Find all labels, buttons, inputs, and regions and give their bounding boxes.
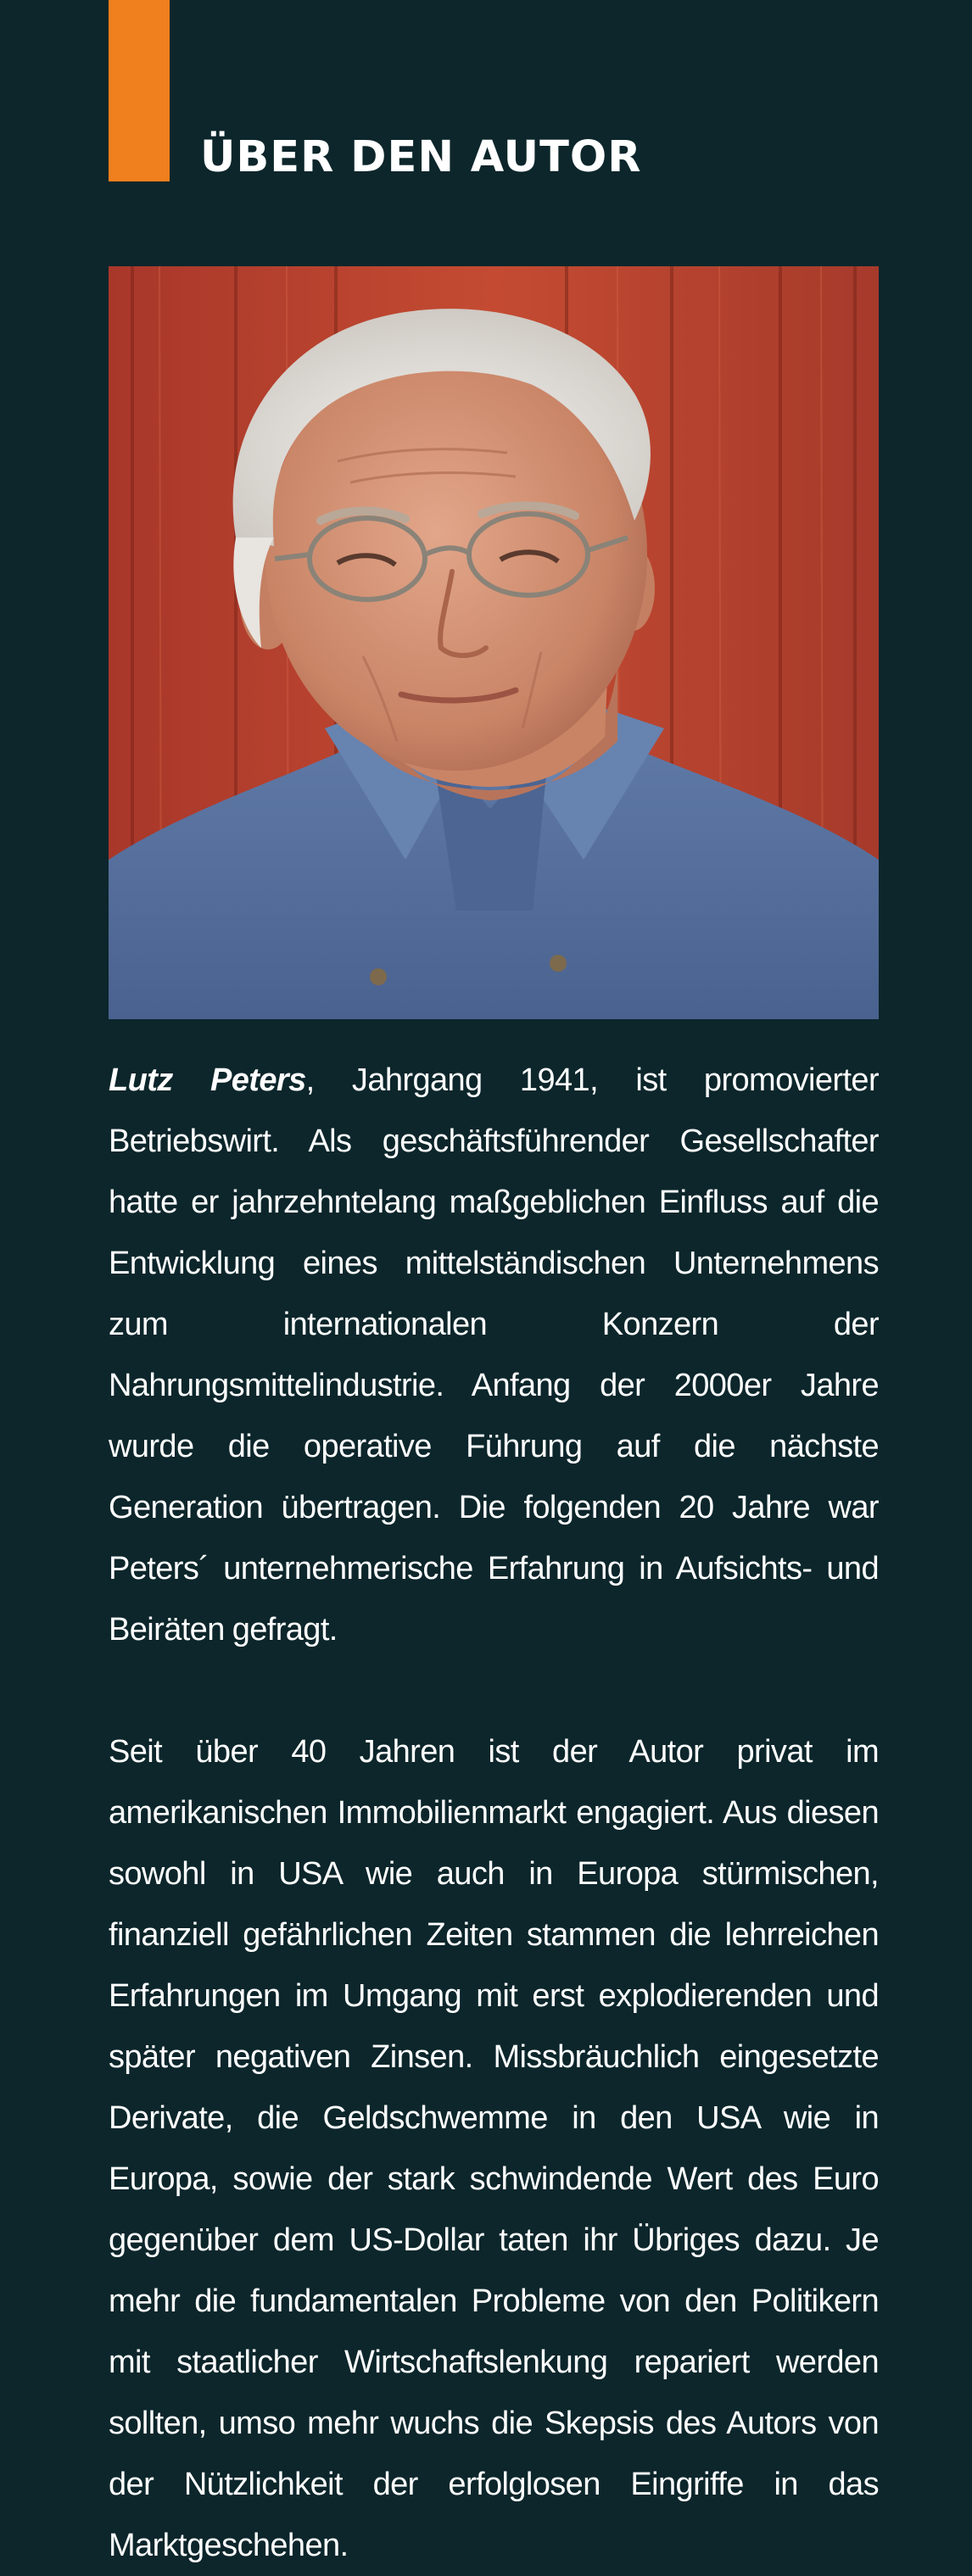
bio-paragraph-1-text: , Jahrgang 1941, ist promovierter Betriebswirt. Als geschäftsführender Gesellschafter hatte er jahrzehntelang maßgeblichen Einfluss auf die Entwicklung eines mittelständischen Unternehmens zum internationalen Konzern der Nahrungsmittelindustrie. Anfang der 2000er Jahre wurde die operative Führung auf die nächste Generation übertragen. Die folgenden 20 Jahre war Peters´ unternehmerische Erfahrung in Aufsichts- und Beiräten gefragt. (109, 1062, 879, 1648)
author-portrait-icon (109, 266, 879, 1019)
author-name: Lutz Peters (109, 1062, 306, 1098)
accent-bar (109, 0, 170, 181)
author-bio (109, 1050, 879, 2576)
bio-paragraph-1 (109, 1050, 879, 1660)
author-portrait (109, 266, 879, 1019)
section-title: ÜBER DEN AUTOR (200, 132, 642, 182)
bio-paragraph-2: Seit über 40 Jahren ist der Autor privat im amerikanischen Immobilienmarkt engagiert. Aus diesen sowohl in USA wie auch in Europa stürmischen, finanziell gefährlichen Zeiten stammen die lehrreichen Erfahrungen im Umgang mit erst explodierenden und später negativen Zinsen. Missbräuchlich eingesetzte Derivate, die Geldschwemme in den USA wie in Europa, sowie der stark schwindende Wert des Euro gegenüber dem US-Dollar taten ihr Übriges dazu. Je mehr die fundamentalen Probleme von den Politikern mit staatlicher Wirtschaftslenkung repariert werden sollten, umso mehr wuchs die Skepsis des Autors von der Nützlichkeit der erfolglosen Eingriffe in das Marktgeschehen. (109, 1734, 879, 2563)
